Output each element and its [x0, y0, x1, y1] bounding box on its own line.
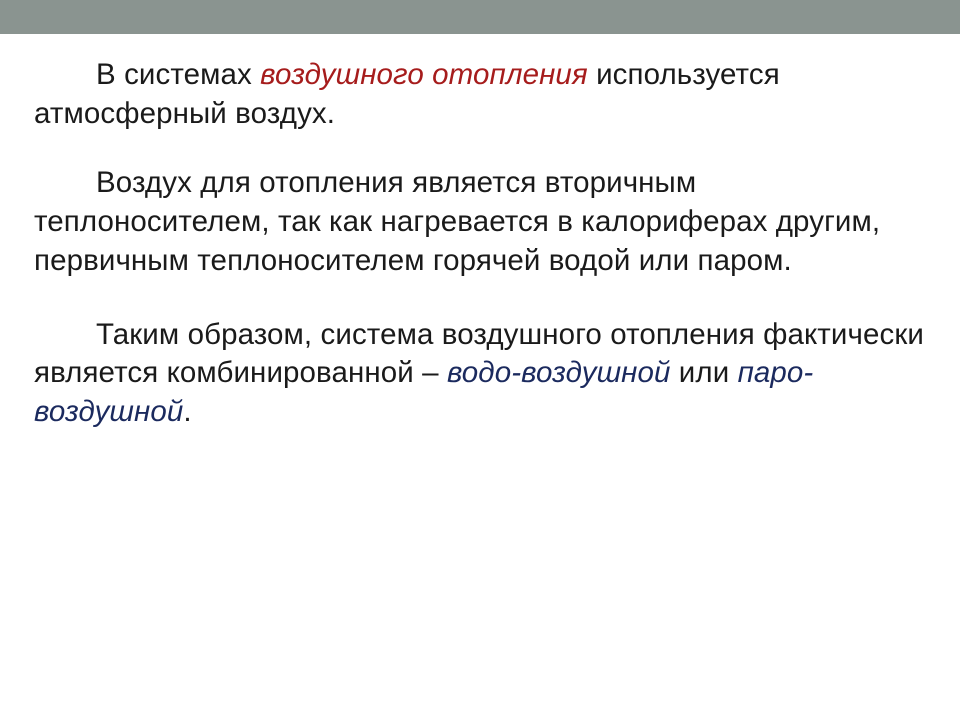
text-run-plain: Таким образом, система воздушного отопления фактически является комбинированной –	[34, 317, 924, 390]
slide-top-band	[0, 0, 960, 34]
highlight-steam-air: паро-воздушной	[34, 356, 814, 428]
paragraph-3	[34, 316, 926, 432]
text-run-plain: или	[670, 356, 738, 390]
slide-body	[0, 34, 960, 431]
paragraph-1	[34, 56, 926, 133]
paragraph-2	[34, 164, 926, 280]
text-run-plain: используется атмосферный воздух.	[34, 58, 780, 130]
highlight-air-heating: воздушного отопления	[260, 58, 588, 91]
text-run-plain: В системах	[96, 58, 261, 91]
text-run-plain: .	[183, 394, 192, 428]
highlight-water-air: водо-воздушной	[446, 356, 671, 390]
text-run-plain: Воздух для отопления является вторичным теплоносителем, так как нагревается в калориферах другим, первичным теплоносителем горячей водой или паром.	[34, 166, 881, 277]
